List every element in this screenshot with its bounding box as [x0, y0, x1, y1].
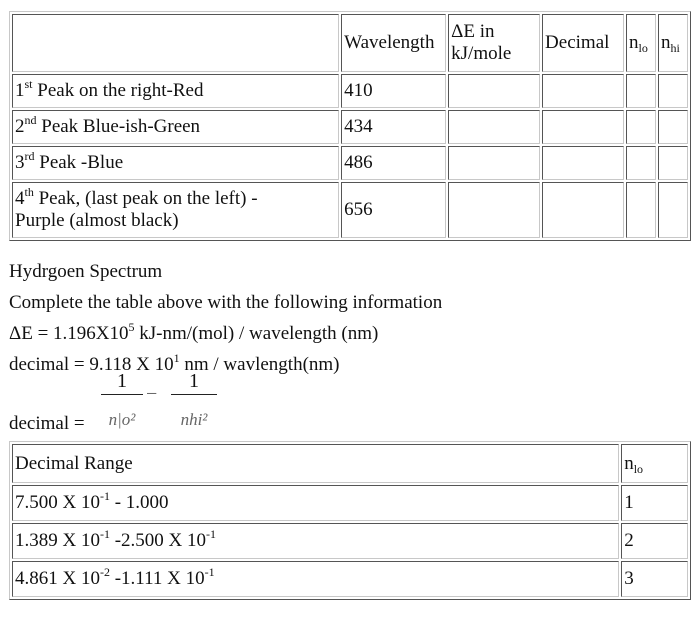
peak-ordinal-suffix: nd — [24, 113, 37, 127]
header-delta-e — [448, 14, 540, 72]
range-cell — [12, 485, 619, 521]
n-lo-value: 3 — [621, 561, 688, 597]
peak-label: Peak -Blue — [34, 152, 124, 173]
header-n-lo — [621, 444, 688, 483]
fraction-denominator: n|o² — [108, 410, 136, 429]
header-n-lo — [626, 14, 656, 72]
header-wavelength: Wavelength — [341, 14, 446, 72]
notes-section — [9, 258, 689, 382]
range-high-exponent: -1 — [204, 565, 215, 579]
fraction-denominator: nhi² — [180, 410, 208, 429]
peak-ordinal: 1 — [15, 80, 25, 101]
peak-ordinal-suffix: rd — [24, 149, 35, 163]
header-n-hi-base: n — [660, 32, 671, 53]
peak-label-line2: Purple (almost black) — [15, 210, 179, 231]
n-lo-answer-cell[interactable] — [626, 146, 656, 180]
n-lo-value: 1 — [621, 485, 688, 521]
delta-e-answer-cell[interactable] — [448, 146, 540, 180]
header-decimal: Decimal — [542, 14, 624, 72]
peak-label-cell — [12, 182, 339, 238]
n-hi-answer-cell[interactable] — [658, 74, 688, 108]
n-lo-answer-cell[interactable] — [626, 110, 656, 144]
table-row — [12, 110, 688, 144]
peak-label: Peak on the right-Red — [32, 80, 204, 101]
delta-e-answer-cell[interactable] — [448, 110, 540, 144]
table-row — [12, 523, 688, 559]
delta-e-equation — [9, 320, 689, 351]
decimal-answer-cell[interactable] — [542, 74, 624, 108]
delta-e-answer-cell[interactable] — [448, 182, 540, 238]
wavelength-cell: 656 — [341, 182, 446, 238]
decimal-answer-cell[interactable] — [542, 182, 624, 238]
range-cell — [12, 523, 619, 559]
n-lo-answer-cell[interactable] — [626, 74, 656, 108]
fraction-bar — [101, 394, 143, 395]
n-lo-value: 2 — [621, 523, 688, 559]
peak-ordinal-suffix: th — [24, 185, 34, 199]
delta-e-equation-b: kJ-nm/(mol) / wavelength (nm) — [134, 323, 379, 344]
peak-ordinal-suffix: st — [24, 77, 33, 91]
fraction-numerator: 1 — [189, 370, 199, 392]
header-n-hi — [658, 14, 688, 72]
decimal-equation-b: nm / wavlength(nm) — [179, 354, 340, 375]
decimal-formula — [9, 368, 689, 440]
wavelength-cell: 410 — [341, 74, 446, 108]
peak-ordinal: 3 — [15, 152, 25, 173]
table-row — [12, 146, 688, 180]
header-n-base: n — [624, 452, 634, 474]
table-row — [12, 485, 688, 521]
peak-ordinal: 2 — [15, 116, 25, 137]
range-high: -1.111 X 10 — [109, 568, 205, 589]
fraction-numerator: 1 — [117, 370, 127, 392]
peak-label-cell — [12, 110, 339, 144]
formula-label: decimal = — [9, 413, 85, 434]
spectrum-title: Hydrgoen Spectrum — [9, 261, 163, 282]
decimal-answer-cell[interactable] — [542, 146, 624, 180]
range-cell — [12, 561, 619, 597]
decimal-range-table — [9, 441, 691, 600]
range-low: 1.389 X 10 — [15, 530, 100, 551]
range-low-exponent: -2 — [99, 565, 110, 579]
range-low: 4.861 X 10 — [15, 568, 100, 589]
wavelength-cell: 486 — [341, 146, 446, 180]
wavelength-cell: 434 — [341, 110, 446, 144]
table-row — [12, 561, 688, 597]
n-hi-answer-cell[interactable] — [658, 182, 688, 238]
peak-ordinal: 4 — [15, 188, 25, 209]
header-decimal-range: Decimal Range — [12, 444, 619, 483]
instruction-text: Complete the table above with the following information — [9, 292, 443, 313]
range-high: -2.500 X 10 — [109, 530, 207, 551]
header-n-hi-sub: hi — [670, 41, 680, 55]
range-header-row — [12, 444, 688, 483]
delta-e-answer-cell[interactable] — [448, 74, 540, 108]
range-low-exponent: -1 — [99, 527, 110, 541]
n-hi-answer-cell[interactable] — [658, 146, 688, 180]
table-row — [12, 182, 688, 238]
peak-label-cell — [12, 74, 339, 108]
delta-e-exponent: 5 — [128, 320, 135, 334]
header-delta-e-line1: ΔE in — [451, 21, 495, 42]
range-low: 7.500 X 10 — [15, 492, 100, 513]
delta-e-equation-a: ΔE = 1.196X10 — [9, 323, 129, 344]
n-hi-answer-cell[interactable] — [658, 110, 688, 144]
header-n-lo-base: n — [629, 32, 639, 53]
range-high: - 1.000 — [109, 492, 169, 513]
minus-sign: − — [146, 383, 158, 405]
range-high-exponent: -1 — [206, 527, 217, 541]
table-header-row — [12, 14, 688, 72]
header-n-sub: lo — [633, 461, 644, 476]
header-blank-cell — [12, 14, 339, 72]
n-lo-answer-cell[interactable] — [626, 182, 656, 238]
table-row — [12, 74, 688, 108]
decimal-answer-cell[interactable] — [542, 110, 624, 144]
peak-label: Peak Blue-ish-Green — [36, 116, 201, 137]
decimal-equation-a: decimal = 9.118 X 10 — [9, 354, 174, 375]
fraction-n-hi — [171, 368, 217, 431]
fraction-n-lo — [101, 368, 143, 431]
header-delta-e-line2: kJ/mole — [451, 43, 512, 64]
fraction-bar — [171, 394, 217, 395]
range-low-exponent: -1 — [99, 489, 110, 503]
peak-label: Peak, (last peak on the left) - — [33, 188, 258, 209]
header-n-lo-sub: lo — [638, 41, 648, 55]
decimal-exponent: 1 — [173, 351, 180, 365]
peak-label-cell — [12, 146, 339, 180]
spectrum-table — [9, 11, 691, 241]
